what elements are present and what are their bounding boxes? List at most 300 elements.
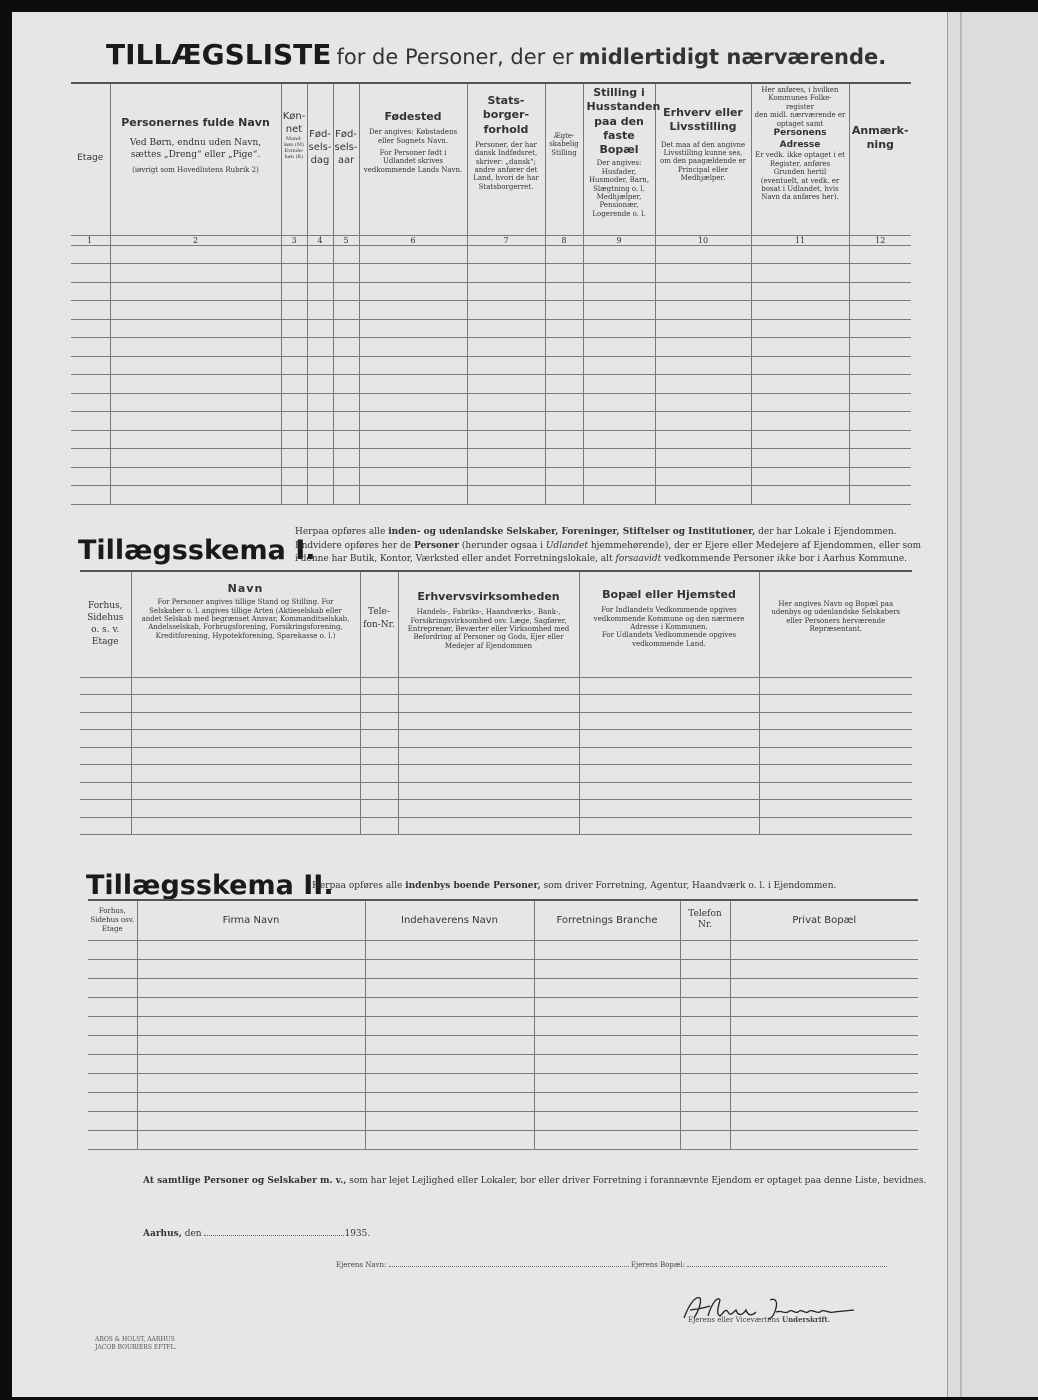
tillaegsliste-cell[interactable] <box>849 430 911 449</box>
skema1-cell[interactable] <box>759 800 912 818</box>
skema1-cell[interactable] <box>131 712 360 730</box>
tillaegsliste-cell[interactable] <box>110 430 281 449</box>
skema1-cell[interactable] <box>398 800 579 818</box>
skema1-cell[interactable] <box>398 747 579 765</box>
skema1-cell[interactable] <box>398 695 579 713</box>
tillaegsliste-cell[interactable] <box>281 264 307 283</box>
tillaegsliste-cell[interactable] <box>545 393 583 412</box>
skema1-cell[interactable] <box>759 747 912 765</box>
tillaegsliste-cell[interactable] <box>110 356 281 375</box>
tillaegsliste-cell[interactable] <box>751 430 849 449</box>
skema2-cell[interactable] <box>730 1035 918 1054</box>
skema2-cell[interactable] <box>365 1035 534 1054</box>
title-main: TILLÆGSLISTE <box>106 38 332 71</box>
skema1-cell[interactable] <box>80 782 131 800</box>
tillaegsliste-cell[interactable] <box>751 245 849 264</box>
tillaegsliste-cell[interactable] <box>281 319 307 338</box>
tillaegsliste-cell[interactable] <box>467 356 545 375</box>
tillaegsliste-cell[interactable] <box>545 430 583 449</box>
tillaegsliste-cell[interactable] <box>849 412 911 431</box>
tillaegsliste-cell[interactable] <box>467 430 545 449</box>
skema2-cell[interactable] <box>730 978 918 997</box>
tillaegsliste-cell[interactable] <box>71 486 110 505</box>
tillaegsliste-cell[interactable] <box>583 319 655 338</box>
tillaegsliste-cell[interactable] <box>849 375 911 394</box>
skema1-cell[interactable] <box>579 800 759 818</box>
skema2-cell[interactable] <box>680 1035 730 1054</box>
tillaegsliste-cell[interactable] <box>71 412 110 431</box>
tillaegsliste-cell[interactable] <box>281 449 307 468</box>
tillaegsliste-cell[interactable] <box>281 412 307 431</box>
skema1-cell[interactable] <box>579 747 759 765</box>
tillaegsliste-cell[interactable] <box>545 301 583 320</box>
tillaegsliste-cell[interactable] <box>655 467 751 486</box>
skema2-cell[interactable] <box>534 997 680 1016</box>
tillaegsliste-cell[interactable] <box>751 375 849 394</box>
tillaegsliste-cell[interactable] <box>655 338 751 357</box>
tillaegsliste-cell[interactable] <box>467 375 545 394</box>
skema1-cell[interactable] <box>398 677 579 695</box>
skema2-cell[interactable] <box>88 978 137 997</box>
tillaegsliste-cell[interactable] <box>71 375 110 394</box>
skema2-cell[interactable] <box>88 1035 137 1054</box>
tillaegsliste-cell[interactable] <box>583 412 655 431</box>
tillaegsliste-cell[interactable] <box>359 467 467 486</box>
tillaegsliste-cell[interactable] <box>655 356 751 375</box>
tillaegsliste-cell[interactable] <box>545 338 583 357</box>
tillaegsliste-cell[interactable] <box>751 319 849 338</box>
skema1-cell[interactable] <box>759 765 912 783</box>
tillaegsliste-cell[interactable] <box>307 393 333 412</box>
skema1-cell[interactable] <box>131 765 360 783</box>
skema1-cell[interactable] <box>579 730 759 748</box>
skema1-cell[interactable] <box>759 817 912 835</box>
tillaegsliste-cell[interactable] <box>307 412 333 431</box>
tillaegsliste-cell[interactable] <box>751 356 849 375</box>
skema2-cell[interactable] <box>680 959 730 978</box>
skema1-cell[interactable] <box>360 800 398 818</box>
tillaegsliste-cell[interactable] <box>849 467 911 486</box>
tillaegsliste-cell[interactable] <box>583 449 655 468</box>
skema2-cell[interactable] <box>534 940 680 959</box>
skema1-cell[interactable] <box>398 782 579 800</box>
tillaegsliste-cell[interactable] <box>545 412 583 431</box>
skema2-cell[interactable] <box>365 997 534 1016</box>
skema1-cell[interactable] <box>360 817 398 835</box>
tillaegsliste-cell[interactable] <box>359 264 467 283</box>
tillaegsliste-cell[interactable] <box>359 393 467 412</box>
skema2-cell[interactable] <box>365 978 534 997</box>
skema2-cell[interactable] <box>365 1111 534 1130</box>
skema2-cell[interactable] <box>680 1092 730 1111</box>
tillaegsliste-cell[interactable] <box>583 430 655 449</box>
skema2-cell[interactable] <box>534 978 680 997</box>
tillaegsliste-cell[interactable] <box>333 264 359 283</box>
tillaegsliste-cell[interactable] <box>359 319 467 338</box>
skema2-cell[interactable] <box>680 978 730 997</box>
tillaegsliste-cell[interactable] <box>849 393 911 412</box>
tillaegsliste-cell[interactable] <box>467 449 545 468</box>
skema2-cell[interactable] <box>137 1073 365 1092</box>
skema2-cell[interactable] <box>534 1016 680 1035</box>
tillaegsliste-cell[interactable] <box>359 449 467 468</box>
skema1-cell[interactable] <box>360 730 398 748</box>
skema2-cell[interactable] <box>88 1092 137 1111</box>
tillaegsliste-cell[interactable] <box>110 412 281 431</box>
tillaegsliste-cell[interactable] <box>545 282 583 301</box>
skema1-cell[interactable] <box>759 677 912 695</box>
tillaegsliste-cell[interactable] <box>467 282 545 301</box>
col-num-3: 3 <box>281 235 307 245</box>
tillaegsliste-cell[interactable] <box>467 338 545 357</box>
skema2-cell[interactable] <box>137 940 365 959</box>
tillaegsliste-cell[interactable] <box>110 486 281 505</box>
tillaegsliste-cell[interactable] <box>467 245 545 264</box>
tillaegsliste-cell[interactable] <box>751 412 849 431</box>
skema1-cell[interactable] <box>80 712 131 730</box>
skema1-cell[interactable] <box>398 730 579 748</box>
skema1-cell[interactable] <box>360 765 398 783</box>
tillaegsliste-cell[interactable] <box>281 356 307 375</box>
skema1-cell[interactable] <box>131 747 360 765</box>
skema1-cell[interactable] <box>398 765 579 783</box>
skema1-cell[interactable] <box>360 712 398 730</box>
skema2-cell[interactable] <box>680 1111 730 1130</box>
tillaegsliste-cell[interactable] <box>545 375 583 394</box>
tillaegsliste-cell[interactable] <box>281 430 307 449</box>
skema2-cell[interactable] <box>730 1092 918 1111</box>
tillaegsliste-cell[interactable] <box>467 467 545 486</box>
skema1-cell[interactable] <box>131 800 360 818</box>
skema1-cell[interactable] <box>80 800 131 818</box>
tillaegsliste-cell[interactable] <box>545 264 583 283</box>
tillaegsliste-cell[interactable] <box>333 301 359 320</box>
skema2-cell[interactable] <box>365 1073 534 1092</box>
skema2-cell[interactable] <box>365 1016 534 1035</box>
tillaegsliste-cell[interactable] <box>110 375 281 394</box>
tillaegsliste-cell[interactable] <box>307 375 333 394</box>
tillaegsliste-cell[interactable] <box>333 467 359 486</box>
skema2-cell[interactable] <box>730 1111 918 1130</box>
skema1-cell[interactable] <box>80 677 131 695</box>
skema2-cell[interactable] <box>534 1073 680 1092</box>
skema1-cell[interactable] <box>80 695 131 713</box>
tillaegsliste-cell[interactable] <box>307 301 333 320</box>
skema1-cell[interactable] <box>579 817 759 835</box>
tillaegsliste-cell[interactable] <box>359 430 467 449</box>
tillaegsliste-cell[interactable] <box>655 282 751 301</box>
tillaegsliste-cell[interactable] <box>359 282 467 301</box>
skema1-cell[interactable] <box>398 712 579 730</box>
owner-name-blank <box>389 1266 629 1267</box>
tillaegsliste-cell[interactable] <box>849 486 911 505</box>
tillaegsliste-cell[interactable] <box>359 375 467 394</box>
tillaegsliste-cell[interactable] <box>655 393 751 412</box>
tillaegsliste-cell[interactable] <box>583 282 655 301</box>
skema1-cell[interactable] <box>360 695 398 713</box>
skema2-cell[interactable] <box>534 1130 680 1149</box>
skema2-cell[interactable] <box>680 940 730 959</box>
skema1-cell[interactable] <box>579 695 759 713</box>
tillaegsliste-cell[interactable] <box>307 449 333 468</box>
skema2-cell[interactable] <box>365 1092 534 1111</box>
tillaegsliste-cell[interactable] <box>583 486 655 505</box>
tillaegsliste-cell[interactable] <box>307 430 333 449</box>
tillaegsliste-cell[interactable] <box>359 338 467 357</box>
tillaegsliste-cell[interactable] <box>655 301 751 320</box>
skema1-cell[interactable] <box>360 677 398 695</box>
tillaegsliste-cell[interactable] <box>110 338 281 357</box>
tillaegsliste-cell[interactable] <box>281 486 307 505</box>
tillaegsliste-cell[interactable] <box>71 467 110 486</box>
skema2-cell[interactable] <box>730 940 918 959</box>
skema1-cell[interactable] <box>131 677 360 695</box>
tillaegsliste-cell[interactable] <box>110 319 281 338</box>
tillaegsliste-cell[interactable] <box>655 486 751 505</box>
tillaegsliste-cell[interactable] <box>583 375 655 394</box>
s1-col-navn <box>131 571 360 677</box>
skema1-cell[interactable] <box>759 730 912 748</box>
tillaegsliste-cell[interactable] <box>849 356 911 375</box>
tillaegsliste-cell[interactable] <box>545 319 583 338</box>
skema1-cell[interactable] <box>80 817 131 835</box>
tillaegsliste-cell[interactable] <box>849 282 911 301</box>
tillaegsliste-cell[interactable] <box>583 338 655 357</box>
tillaegsliste-cell[interactable] <box>545 486 583 505</box>
skema1-cell[interactable] <box>579 712 759 730</box>
skema2-cell[interactable] <box>365 940 534 959</box>
skema1-cell[interactable] <box>131 695 360 713</box>
skema2-cell[interactable] <box>88 1073 137 1092</box>
tillaegsliste-cell[interactable] <box>545 356 583 375</box>
tillaegsliste-cell[interactable] <box>359 412 467 431</box>
skema1-cell[interactable] <box>131 782 360 800</box>
skema2-cell[interactable] <box>137 1054 365 1073</box>
tillaegsliste-cell[interactable] <box>307 319 333 338</box>
tillaegsliste-cell[interactable] <box>333 393 359 412</box>
tillaegsliste-cell[interactable] <box>583 393 655 412</box>
skema1-cell[interactable] <box>398 817 579 835</box>
skema2-cell[interactable] <box>534 959 680 978</box>
tillaegsliste-cell[interactable] <box>110 393 281 412</box>
skema2-cell[interactable] <box>137 1035 365 1054</box>
tillaegsliste-cell[interactable] <box>71 264 110 283</box>
tillaegsliste-cell[interactable] <box>751 338 849 357</box>
tillaegsliste-cell[interactable] <box>655 319 751 338</box>
tillaegsliste-cell[interactable] <box>359 301 467 320</box>
tillaegsliste-cell[interactable] <box>71 449 110 468</box>
skema2-cell[interactable] <box>680 1016 730 1035</box>
skema2-cell[interactable] <box>88 1111 137 1130</box>
tillaegsliste-cell[interactable] <box>655 430 751 449</box>
tillaegsliste-cell[interactable] <box>849 264 911 283</box>
skema1-cell[interactable] <box>579 782 759 800</box>
skema2-cell[interactable] <box>730 1073 918 1092</box>
tillaegsliste-cell[interactable] <box>333 338 359 357</box>
tillaegsliste-cell[interactable] <box>71 430 110 449</box>
skema2-cell[interactable] <box>137 978 365 997</box>
skema1-cell[interactable] <box>131 730 360 748</box>
skema1-cell[interactable] <box>579 677 759 695</box>
skema2-cell[interactable] <box>730 959 918 978</box>
skema2-cell[interactable] <box>534 1035 680 1054</box>
skema2-cell[interactable] <box>88 997 137 1016</box>
tillaegsliste-cell[interactable] <box>281 282 307 301</box>
skema1-cell[interactable] <box>80 730 131 748</box>
tillaegsliste-cell[interactable] <box>467 264 545 283</box>
skema2-cell[interactable] <box>137 997 365 1016</box>
tillaegsliste-cell[interactable] <box>71 282 110 301</box>
tillaegsliste-cell[interactable] <box>751 301 849 320</box>
tillaegsliste-cell[interactable] <box>849 449 911 468</box>
skema2-cell[interactable] <box>137 959 365 978</box>
skema2-cell[interactable] <box>730 1054 918 1073</box>
skema1-cell[interactable] <box>360 747 398 765</box>
skema1-cell[interactable] <box>759 695 912 713</box>
tillaegsliste-cell[interactable] <box>281 393 307 412</box>
skema2-cell[interactable] <box>137 1130 365 1149</box>
skema1-cell[interactable] <box>759 782 912 800</box>
skema2-cell[interactable] <box>365 1130 534 1149</box>
skema2-cell[interactable] <box>730 997 918 1016</box>
tillaegsliste-cell[interactable] <box>281 338 307 357</box>
den-label: den <box>184 1229 202 1239</box>
tillaegsliste-cell[interactable] <box>655 375 751 394</box>
tillaegsliste-cell[interactable] <box>751 486 849 505</box>
skema2-cell[interactable] <box>534 1054 680 1073</box>
skema1-cell[interactable] <box>360 782 398 800</box>
skema1-cell[interactable] <box>759 712 912 730</box>
tillaegsliste-cell[interactable] <box>281 245 307 264</box>
tillaegsliste-cell[interactable] <box>751 264 849 283</box>
skema2-cell[interactable] <box>730 1016 918 1035</box>
skema2-cell[interactable] <box>137 1016 365 1035</box>
skema2-cell[interactable] <box>88 1054 137 1073</box>
tillaegsliste-cell[interactable] <box>71 338 110 357</box>
tillaegsliste-cell[interactable] <box>307 245 333 264</box>
tillaegsliste-cell[interactable] <box>333 449 359 468</box>
signature-text: Arthur Jensen <box>678 1292 686 1293</box>
tillaegsliste-cell[interactable] <box>333 356 359 375</box>
tillaegsliste-cell[interactable] <box>333 375 359 394</box>
col-navn <box>110 83 281 235</box>
tillaegsliste-cell[interactable] <box>307 356 333 375</box>
tillaegsliste-cell[interactable] <box>849 338 911 357</box>
tillaegsliste-cell[interactable] <box>655 449 751 468</box>
tillaegsliste-cell[interactable] <box>307 467 333 486</box>
tillaegsliste-cell[interactable] <box>307 282 333 301</box>
s1-col-bopael <box>579 571 759 677</box>
tillaegsliste-cell[interactable] <box>333 486 359 505</box>
tillaegsliste-cell[interactable] <box>71 393 110 412</box>
tillaegsliste-cell[interactable] <box>333 430 359 449</box>
skema2-cell[interactable] <box>365 1054 534 1073</box>
tillaegsliste-cell[interactable] <box>849 319 911 338</box>
tillaegsliste-cell[interactable] <box>359 245 467 264</box>
tillaegsliste-cell[interactable] <box>333 319 359 338</box>
tillaegsliste-cell[interactable] <box>281 467 307 486</box>
tillaegsliste-cell[interactable] <box>467 319 545 338</box>
skema1-cell[interactable] <box>579 765 759 783</box>
tillaegsliste-cell[interactable] <box>467 412 545 431</box>
tillaegsliste-cell[interactable] <box>655 264 751 283</box>
tillaegsliste-cell[interactable] <box>71 245 110 264</box>
tillaegsliste-cell[interactable] <box>110 282 281 301</box>
tillaegsliste-cell[interactable] <box>545 467 583 486</box>
tillaegsliste-cell[interactable] <box>849 245 911 264</box>
tillaegsliste-cell[interactable] <box>110 467 281 486</box>
skema2-cell[interactable] <box>680 1054 730 1073</box>
tillaegsliste-cell[interactable] <box>751 467 849 486</box>
tillaegsliste-cell[interactable] <box>467 486 545 505</box>
tillaegsliste-cell[interactable] <box>849 301 911 320</box>
tillaegsliste-cell[interactable] <box>71 356 110 375</box>
skema1-cell[interactable] <box>80 747 131 765</box>
tillaegsliste-cell[interactable] <box>467 393 545 412</box>
skema2-cell[interactable] <box>680 1073 730 1092</box>
skema2-cell[interactable] <box>680 997 730 1016</box>
tillaegsliste-cell[interactable] <box>359 356 467 375</box>
tillaegsliste-cell[interactable] <box>583 245 655 264</box>
tillaegsliste-cell[interactable] <box>110 264 281 283</box>
col-num-9: 9 <box>583 235 655 245</box>
tillaegsliste-cell[interactable] <box>110 245 281 264</box>
tillaegsliste-cell[interactable] <box>333 245 359 264</box>
skema2-cell[interactable] <box>137 1092 365 1111</box>
skema2-cell[interactable] <box>137 1111 365 1130</box>
skema2-cell[interactable] <box>88 940 137 959</box>
tillaegsliste-cell[interactable] <box>545 449 583 468</box>
skema2-cell[interactable] <box>88 1016 137 1035</box>
tillaegsliste-cell[interactable] <box>281 375 307 394</box>
skema2-cell[interactable] <box>534 1092 680 1111</box>
tillaegsliste-cell[interactable] <box>359 486 467 505</box>
tillaegsliste-cell[interactable] <box>71 301 110 320</box>
tillaegsliste-cell[interactable] <box>545 245 583 264</box>
tillaegsliste-cell[interactable] <box>307 486 333 505</box>
tillaegsliste-cell[interactable] <box>583 301 655 320</box>
skema2-cell[interactable] <box>730 1130 918 1149</box>
tillaegsliste-cell[interactable] <box>583 264 655 283</box>
tillaegsliste-cell[interactable] <box>333 412 359 431</box>
tillaegsliste-cell[interactable] <box>307 264 333 283</box>
tillaegsliste-cell[interactable] <box>71 319 110 338</box>
tillaegsliste-cell[interactable] <box>467 301 545 320</box>
tillaegsliste-cell[interactable] <box>110 449 281 468</box>
skema1-cell[interactable] <box>131 817 360 835</box>
col-stilling-sub: Der angives: Husfader, Husmoder, Barn, Slægtning o. l. Medhjælper, Pensionær, Logerende o. l. <box>588 159 650 218</box>
skema2-cell[interactable] <box>534 1111 680 1130</box>
s2-col-etage <box>88 900 137 940</box>
skema2-cell[interactable] <box>88 1130 137 1149</box>
tillaegsliste-cell[interactable] <box>655 412 751 431</box>
skema1-title: Tillægsskema I. <box>78 535 316 566</box>
skema2-cell[interactable] <box>365 959 534 978</box>
tillaegsliste-cell[interactable] <box>307 338 333 357</box>
skema2-cell[interactable] <box>88 959 137 978</box>
tillaegsliste-cell[interactable] <box>583 356 655 375</box>
tillaegsliste-cell[interactable] <box>751 449 849 468</box>
tillaegsliste-cell[interactable] <box>333 282 359 301</box>
skema2-cell[interactable] <box>680 1130 730 1149</box>
skema1-cell[interactable] <box>80 765 131 783</box>
tillaegsliste-cell[interactable] <box>281 301 307 320</box>
tillaegsliste-cell[interactable] <box>751 282 849 301</box>
tillaegsliste-cell[interactable] <box>655 245 751 264</box>
tillaegsliste-cell[interactable] <box>751 393 849 412</box>
tillaegsliste-cell[interactable] <box>583 467 655 486</box>
tillaegsliste-cell[interactable] <box>110 301 281 320</box>
